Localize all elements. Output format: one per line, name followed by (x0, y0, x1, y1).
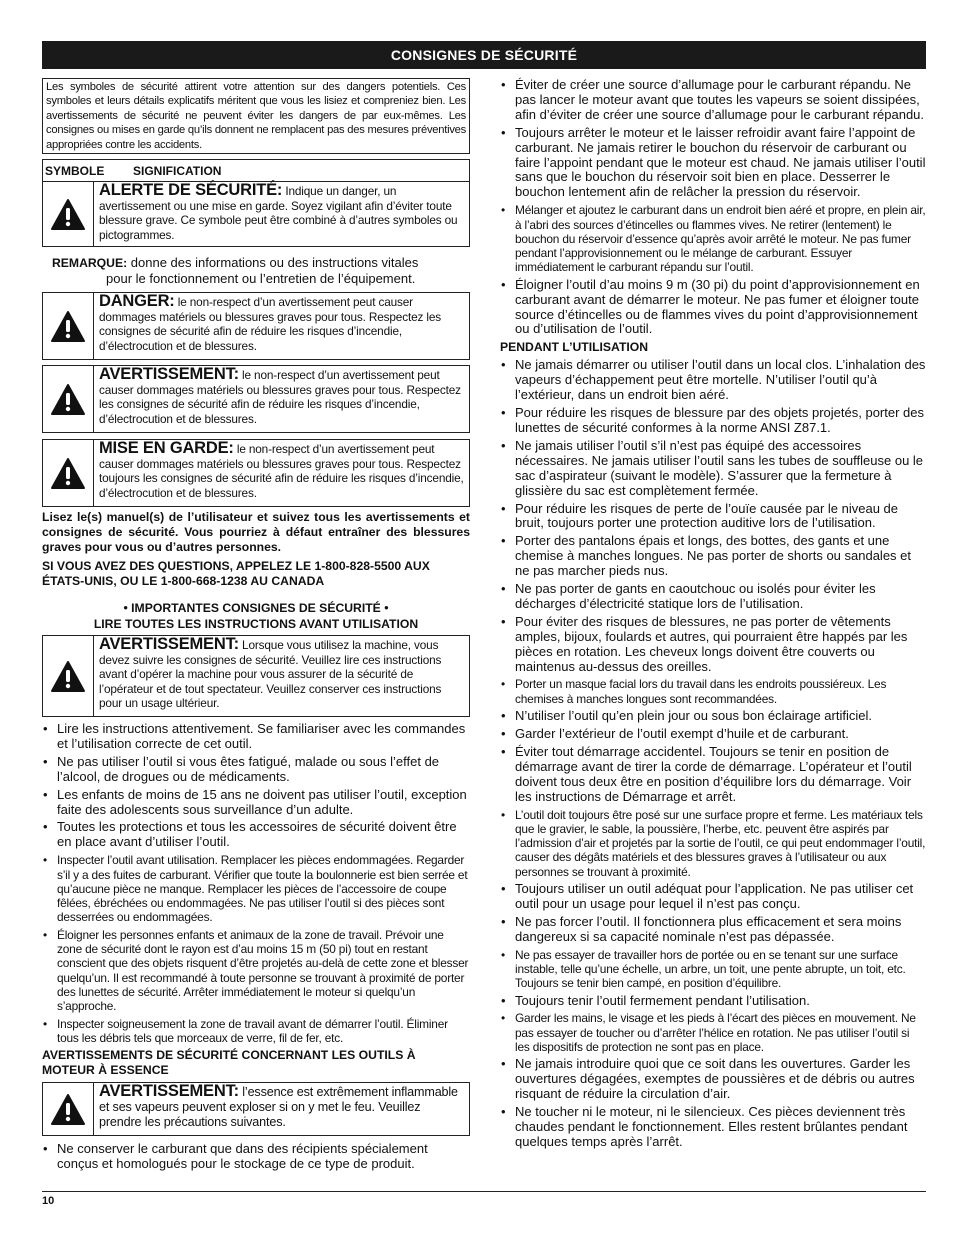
list-item: • Lire les instructions attentivement. Se familiariser avec les commandes et l’utilisation correcte de cet outil. (42, 722, 470, 752)
list-item: • Porter un masque facial lors du travail dans les endroits poussiéreux. Les chemises à manches longues sont recommandées. (500, 677, 926, 706)
section-header: CONSIGNES DE SÉCURITÉ (42, 41, 926, 69)
warning-triangle-icon (50, 310, 86, 343)
list-item: • Éloigner l’outil d’au moins 9 m (30 pi) du point d’approvisionnement en carburant avant de démarrer le moteur. Ne pas fumer et éloigner toute source d’étincelles ou de flammes vives du point d’approvisionnement ou d’utilisation de l’outil. (500, 278, 926, 338)
list-item: • Inspecter l’outil avant utilisation. Remplacer les pièces endommagées. Regarder s’il y a des fuites de carburant. Vérifier que toute la boulonnerie est bien serrée et qu’aucune pièce ne manque. Remplacer les pièces de l’accessoire de coupe fêlées, ébréchées ou endommagées. Ne pas utiliser l’outil si des pièces sont desserrées ou endommagées. (42, 853, 470, 924)
remarque-label: REMARQUE: (52, 256, 128, 271)
essence-heading: AVERTISSEMENTS DE SÉCURITÉ CONCERNANT LES OUTILS À MOTEUR À ESSENCE (42, 1048, 416, 1078)
list-item: • Toujours utiliser un outil adéquat pour l’application. Ne pas utiliser cet outil pour un usage pour lequel il n’est pas conçu. (500, 882, 926, 912)
avertissement-title-1: AVERTISSEMENT: (99, 365, 239, 384)
avertissement-body-3: l’essence est extrêmement inflammable et ses vapeurs peuvent exploser si on y met le feu. Veuillez prendre les précautions suivantes. (99, 1085, 458, 1130)
left-bullet-list (42, 722, 470, 1045)
remarque-text-2: pour le fonctionnement ou l’entretien de l’équipement. (106, 271, 416, 287)
alert-icon-cell (43, 182, 94, 246)
list-item: • Ne pas essayer de travailler hors de portée ou en se tenant sur une surface instable, telle qu’une échelle, un arbre, un toit, une pente abrupte, un toit, etc. Toujours se tenir bien campé, en position d’équilibre. (500, 948, 926, 991)
list-item: • Garder l’extérieur de l’outil exempt d’huile et de carburant. (500, 727, 926, 742)
warning-triangle-icon (50, 660, 86, 693)
avertissement-title-2: AVERTISSEMENT: (99, 635, 239, 654)
list-item: • Éviter tout démarrage accidentel. Toujours se tenir en position de démarrage avant de tirer la corde de démarrage. L’opérateur et l’outil doivent tous deux être en position d’équilibre lors du démarrage. Voir les instructions de Démarrage et arrêt. (500, 745, 926, 805)
lisez-manuel: Lisez le(s) manuel(s) de l’utilisateur et suivez tous les avertissements et consignes de sécurité. Vous pourriez à défaut entraîner des blessures graves pour vous ou d’autres personnes. (42, 510, 470, 555)
list-item: • Pour réduire les risques de perte de l’ouïe causée par le niveau de bruit, toujours porter une protection auditive lors de l’utilisation. (500, 502, 926, 532)
alerte-text (94, 182, 469, 246)
list-item: • Porter des pantalons épais et longs, des bottes, des gants et une chemise à manches longues. Ne pas porter de shorts ou sandales et ne pas marcher pieds nus. (500, 534, 926, 579)
list-item: • Garder les mains, le visage et les pieds à l’écart des pièces en mouvement. Ne pas essayer de toucher ou d’arrêter l’hélice en rotation. Ne pas utiliser l’outil si les dispositifs de protection ne sont pas en place. (500, 1011, 926, 1054)
importantes-heading: • IMPORTANTES CONSIGNES DE SÉCURITÉ • (123, 601, 389, 616)
avertissement-icon-cell-2 (43, 636, 94, 716)
warning-triangle-icon (50, 457, 86, 490)
list-item: • Ne pas porter de gants en caoutchouc ou isolés pour éviter les décharges d’électricité statique lors de l’utilisation. (500, 582, 926, 612)
mise-en-garde-body: le non-respect d’un avertissement peut causer dommages matériels ou blessures graves pour tous. Respectez toujours les consignes de sécurité afin de réduire les risques d’incendie, d’électrocution et de blessures. (99, 442, 464, 500)
danger-icon-cell (43, 293, 94, 359)
list-item: • Pour éviter des risques de blessures, ne pas porter de vêtements amples, bijoux, foulards et autres, qui pourraient être happés par les pièces en rotation. Les cheveux longs doivent être couverts ou maintenus au-dessus des oreilles. (500, 615, 926, 675)
list-item: • Ne pas forcer l’outil. Il fonctionnera plus efficacement et sera moins dangereux si sa capacité nominale n’est pas dépassée. (500, 915, 926, 945)
list-item: • Toujours arrêter le moteur et le laisser refroidir avant faire l’appoint de carburant. Ne jamais retirer le bouchon du réservoir de carburant ou faire l’appoint pendant que le moteur est chaud. Ne jamais utiliser l’outil sans que le bouchon du réservoir soit bien en place. Desserrer le bouchon lentement afin de relâcher la pression du réservoir. (500, 126, 926, 201)
warning-triangle-icon (50, 198, 86, 231)
remarque-text: donne des informations ou des instructions vitales (127, 255, 419, 271)
questions-phone: SI VOUS AVEZ DES QUESTIONS, APPELEZ LE 1-800-828-5500 AUX ÉTATS-UNIS, OU LE 1-800-668-1238 AU CANADA (42, 559, 430, 589)
avertissement-body-2: Lorsque vous utilisez la machine, vous devez suivre les consignes de sécurité. Veuillez lire ces instructions avant d’opérer la machine pour vous assurer de la sécurité de l’opérateur et de tout spectateur. Veuillez conserver ces instructions pour un usage ultérieur. (99, 638, 442, 711)
symbol-table-header (42, 159, 470, 182)
list-item: • N’utiliser l’outil qu’en plein jour ou sous bon éclairage artificiel. (500, 709, 926, 724)
avertissement-text-3 (94, 1083, 469, 1135)
avertissement-body-1: le non-respect d’un avertissement peut causer dommages matériels ou blessures graves pour tous. Respectez les consignes de sécurité afin de réduire les risques d’incendie, d’électrocution et de blessures. (99, 368, 461, 426)
list-item: • Les enfants de moins de 15 ans ne doivent pas utiliser l’outil, exception faite des adolescents sous surveillance d’un adulte. (42, 788, 470, 818)
right-column (500, 78, 926, 1153)
avertissement-box-1 (42, 365, 470, 433)
warning-triangle-icon (50, 1093, 86, 1126)
list-item: • Toutes les protections et tous les accessoires de sécurité doivent être en place avant d’utiliser l’outil. (42, 820, 470, 850)
alerte-box (42, 182, 470, 247)
page-number: 10 (42, 1195, 55, 1207)
alerte-body: Indique un danger, un avertissement ou une mise en garde. Soyez vigilant afin d’éviter toute blessure grave. Ce symbole peut être combiné à d’autres symboles ou pictogrammes. (99, 184, 458, 242)
right-bullet-list-a (500, 78, 926, 337)
lire-toutes-heading: LIRE TOUTES LES INSTRUCTIONS AVANT UTILISATION (93, 617, 419, 632)
right-bullet-list-b (500, 358, 926, 1149)
list-item: • Éloigner les personnes enfants et animaux de la zone de travail. Prévoir une zone de sécurité dont le rayon est d’au moins 15 m (50 pi) tout en restant conscient que des objets risquent d’être projetés au-delà de cette zone et blesser quelqu’un. Il est recommandé à toute personne se trouvant à proximité de porter des lunettes de sécurité. Arrêter immédiatement le moteur si quelqu’un s’approche. (42, 928, 470, 1014)
list-item: • Ne toucher ni le moteur, ni le silencieux. Ces pièces deviennent très chaudes pendant le fonctionnement. Elles restent brûlantes pendant quelques temps après l’arrêt. (500, 1105, 926, 1150)
left-column (42, 78, 470, 1175)
list-item: • Inspecter soigneusement la zone de travail avant de démarrer l’outil. Éliminer tous les débris tels que morceaux de verre, fil de fer, etc. (42, 1017, 470, 1046)
avertissement-box-2 (42, 635, 470, 717)
list-item: • L’outil doit toujours être posé sur une surface propre et ferme. Les matériaux tels que le gravier, le sable, la poussière, l’herbe, etc. peuvent être aspirés par l’admission d’air et projetés par la sortie de l’outil, ce qui peut endommager l’outil, causer des dégâts matériels et des blessures graves à l’utilisateur ou aux personnes se trouvant à proximité. (500, 808, 926, 879)
mise-en-garde-icon-cell (43, 440, 94, 506)
list-item: • Toujours tenir l’outil fermement pendant l’utilisation. (500, 994, 926, 1009)
left-bullet-list-2 (42, 1142, 470, 1172)
list-item: • Ne jamais introduire quoi que ce soit dans les ouvertures. Garder les ouvertures dégagées, exemptes de poussières et de débris ou autres risquant de réduire la circulation d’air. (500, 1057, 926, 1102)
symbol-column-label: SYMBOLE (45, 163, 105, 178)
alerte-title: ALERTE DE SÉCURITÉ: (99, 181, 283, 200)
list-item: • Ne jamais utiliser l’outil s’il n’est pas équipé des accessoires nécessaires. Ne jamais utiliser l’outil sans les tubes de souffleuse ou le sac d’aspirateur (suivant le modèle). S’assurer que la fermeture à glissière du sac est complètement fermée. (500, 439, 926, 499)
list-item: • Pour réduire les risques de blessure par des objets projetés, porter des lunettes de sécurité conformes à la norme ANSI Z87.1. (500, 406, 926, 436)
meaning-column-label: SIGNIFICATION (133, 163, 222, 178)
avertissement-text-2 (94, 636, 469, 716)
list-item: • Ne conserver le carburant que dans des récipients spécialement conçus et homologués pour le stockage de ce type de produit. (42, 1142, 470, 1172)
danger-text (94, 293, 469, 359)
list-item: • Éviter de créer une source d’allumage pour le carburant répandu. Ne pas lancer le moteur avant que toutes les vapeurs se soient dissipées, afin d’éviter de créer une source d’allumage pour le carburant répandu. (500, 78, 926, 123)
danger-box (42, 292, 470, 360)
warning-triangle-icon (50, 383, 86, 416)
avertissement-icon-cell (43, 366, 94, 432)
avertissement-icon-cell-3 (43, 1083, 94, 1135)
mise-en-garde-box (42, 439, 470, 507)
list-item: • Ne jamais démarrer ou utiliser l’outil dans un local clos. L’inhalation des vapeurs d’échappement peut être mortelle. N’utiliser l’outil qu’à l’extérieur, dans un endroit bien aéré. (500, 358, 926, 403)
remarque-note (42, 247, 470, 292)
mise-en-garde-title: MISE EN GARDE: (99, 439, 234, 458)
avertissement-title-3: AVERTISSEMENT: (99, 1082, 239, 1101)
footer-divider (42, 1191, 926, 1192)
list-item: • Ne pas utiliser l’outil si vous êtes fatigué, malade ou sous l’effet de l’alcool, de drogues ou de médicaments. (42, 755, 470, 785)
list-item: • Mélanger et ajoutez le carburant dans un endroit bien aéré et propre, en plein air, à l’abri des sources d’étincelles ou flammes vives. Ne retirer (lentement) le bouchon du réservoir d’essence qu’après avoir arrêté le moteur. Ne pas fumer pendant l’approvisionnement ou le mélange de carburant. Essuyer immédiatement le carburant répandu sur l’outil. (500, 203, 926, 274)
danger-title: DANGER: (99, 292, 175, 311)
danger-body: le non-respect d’un avertissement peut causer dommages matériels ou blessures graves pour tous. Respectez les consignes de sécurité afin de réduire les risques d’incendie, d’électrocution et de blessures. (99, 295, 442, 353)
intro-text: Les symboles de sécurité attirent votre attention sur des dangers potentiels. Ces symboles et leurs détails explicatifs méritent que vous les lisiez et compreniez bien. Les avertissements de sécurité ne peuvent éviter les dangers de par eux-mêmes. Les consignes ou mises en garde qu’ils donnent ne remplacent pas des mesures préventives appropriées contre les accidents. (42, 78, 470, 154)
mise-en-garde-text (94, 440, 469, 506)
avertissement-box-3 (42, 1082, 470, 1136)
pendant-heading: PENDANT L’UTILISATION (500, 340, 649, 355)
avertissement-text-1 (94, 366, 469, 432)
